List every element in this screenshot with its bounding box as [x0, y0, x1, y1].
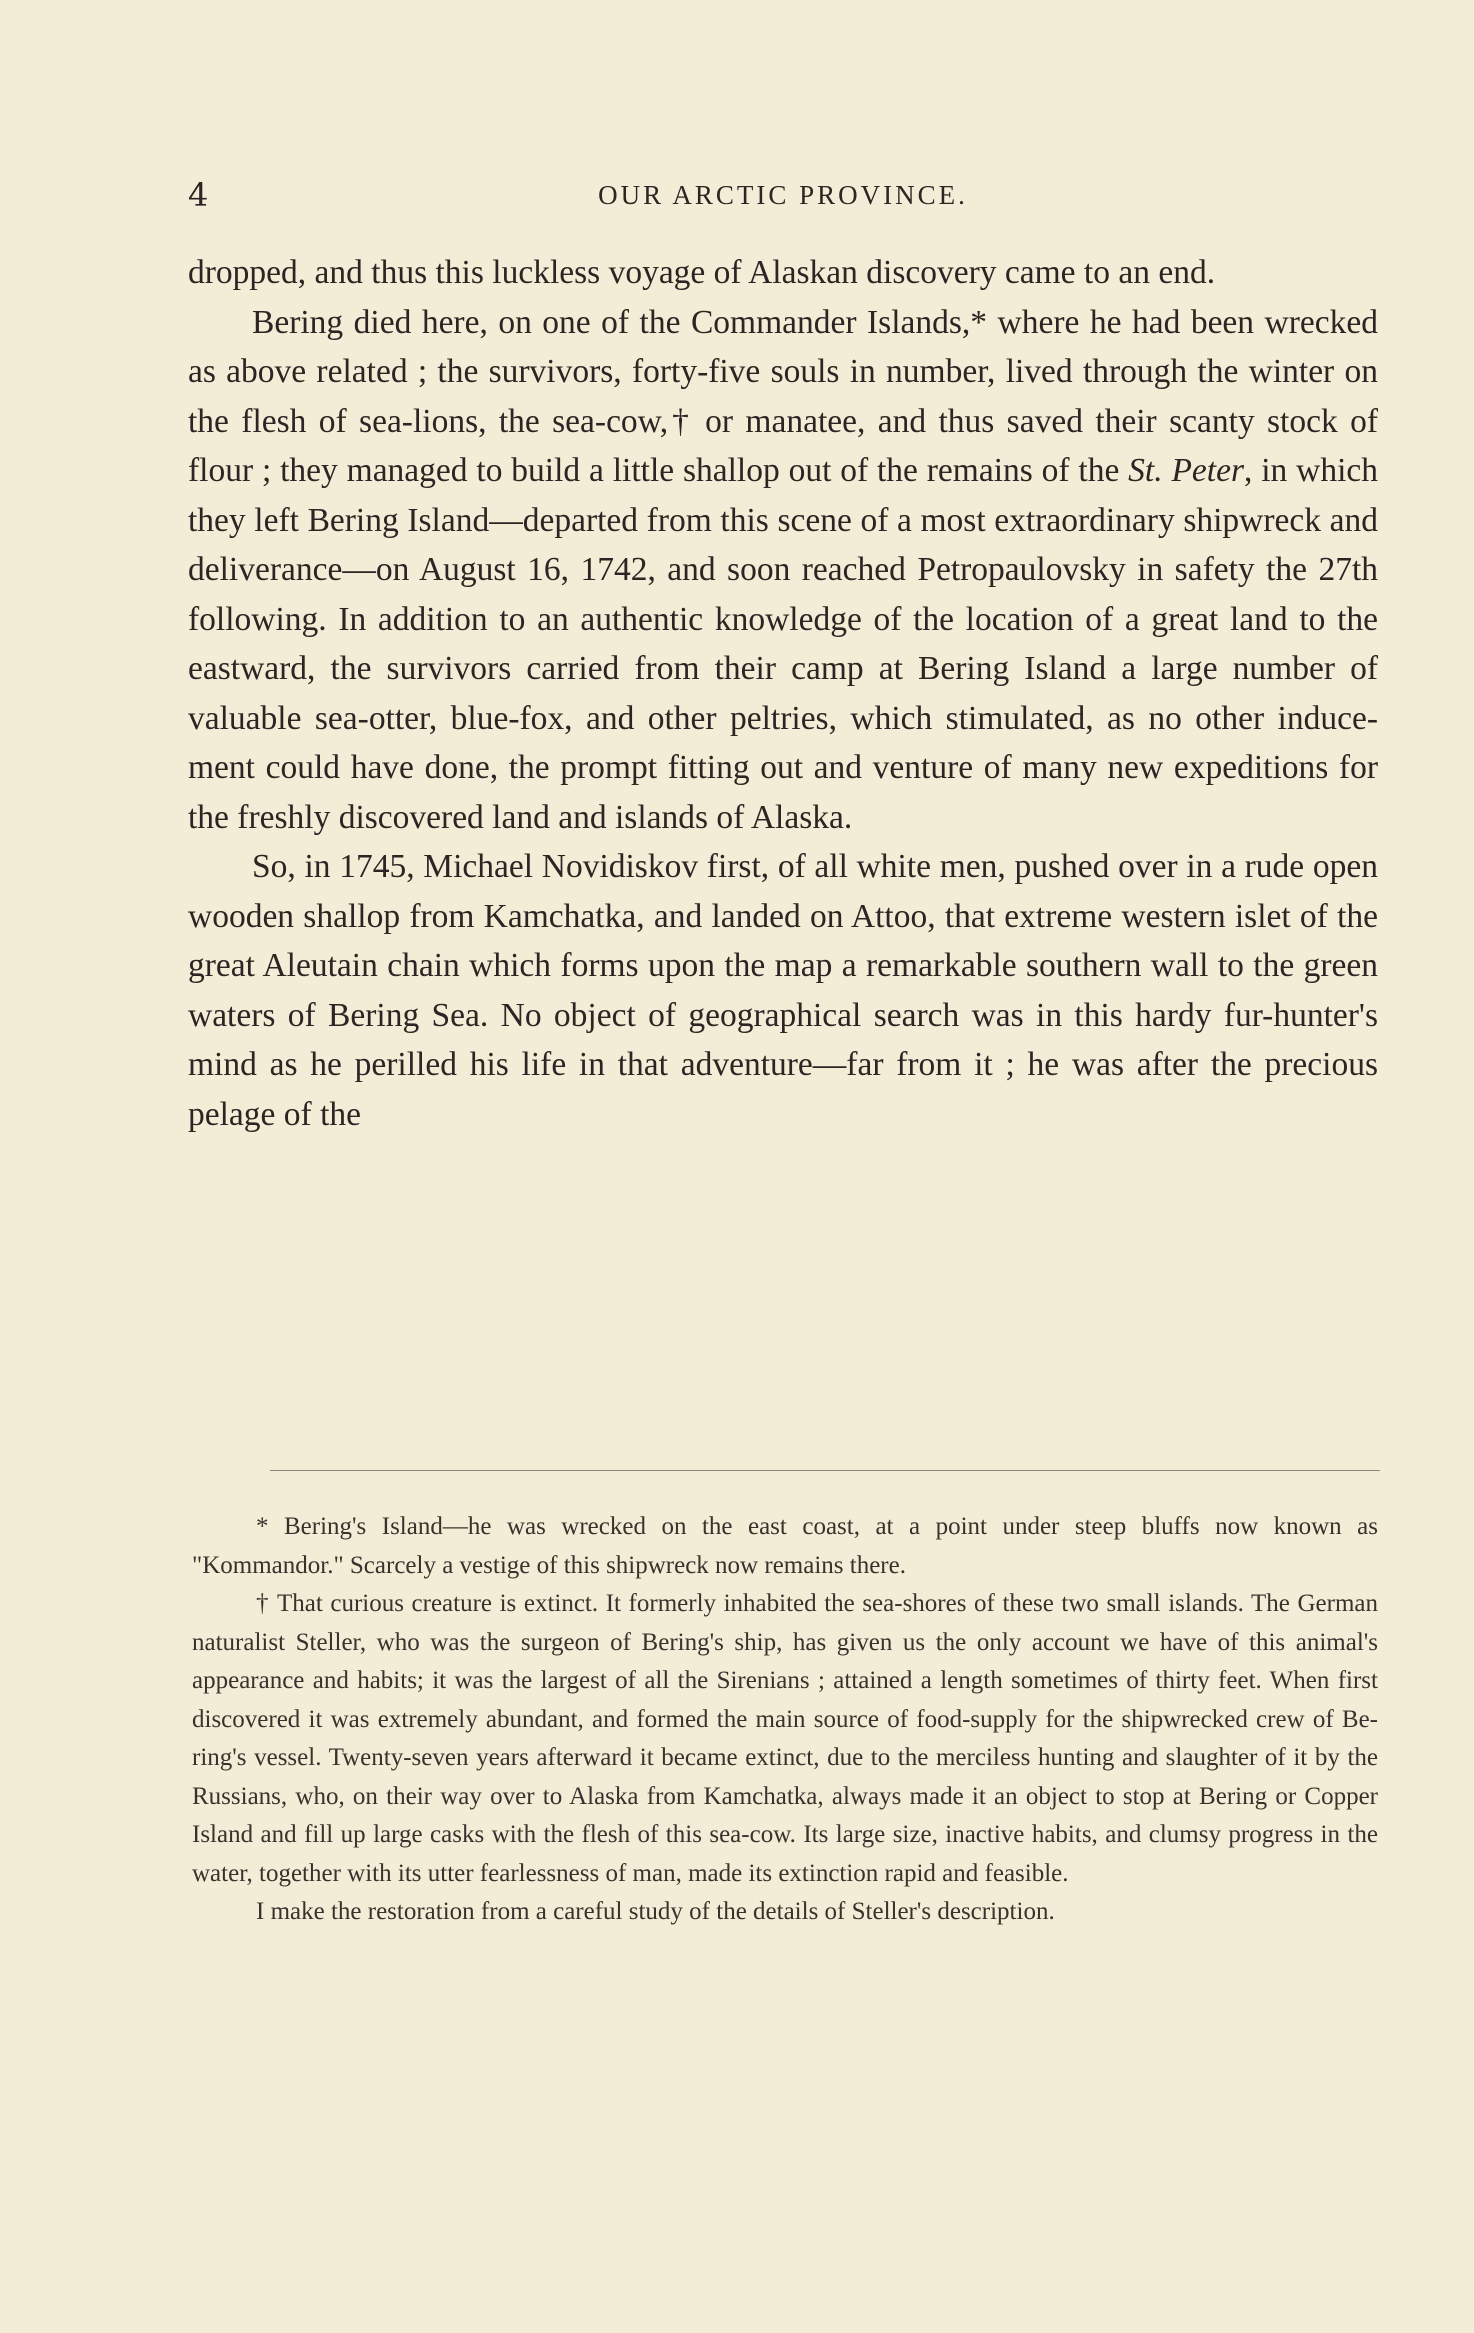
- paragraph-2-part-a: Bering died here, on one of the Commander Islands,* where he had been wrecked as above related ; the survivors, forty-five souls in number, lived through the winter on the flesh of sea-lions, the sea-cow,† or manatee, and thus saved their scanty stock of flour ; they managed to build a little shallop out of the remains of the: [188, 303, 1378, 489]
- paragraph-1: dropped, and thus this luckless voyage of Alaskan discovery came to an end.: [188, 254, 1216, 291]
- paragraph-2-part-b: , in which they left Bering Island—departed from this scene of a most extraordinary shipwreck and deliverance—on August 16, 1742, and soon reached Petropaulovsky in safety the 27th following. In addition to an authentic knowledge of the location of a great land to the eastward, the survivors carried from their camp at Bering Island a large number of valuable sea-otter, blue-fox, and other peltries, which stimulated, as no other inducement could have done, the prompt fitting out and venture of many new expeditions for the freshly discovered land and islands of Alaska.: [188, 452, 1378, 836]
- page-number: 4: [188, 176, 210, 214]
- paragraph-3: So, in 1745, Michael Novidiskov first, of all white men, pushed over in a rude open wooden shallop from Kamchatka, and landed on Attoo, that extreme western islet of the great Aleutain chain which forms upon the map a remarkable southern wall to the green waters of Bering Sea. No object of geographical search was in this hardy fur-hunter's mind as he perilled his life in that adventure—far from it ; he was after the precious pelage of the: [188, 848, 1378, 1133]
- page-header: [188, 176, 1378, 216]
- footnote-divider: [270, 1470, 1380, 1471]
- main-text: [188, 248, 1378, 1139]
- paragraph-2: [188, 298, 1378, 843]
- footnotes: [192, 1508, 1378, 1932]
- footnote-sea-cow: † That curious creature is extinct. It formerly inhabited the sea-shores of these two small islands. The German naturalist Steller, who was the surgeon of Bering's ship, has given us the only account we have of this animal's appearance and habits; it was the largest of all the Sirenians ; attained a length sometimes of thirty feet. When first discovered it was extremely abundant, and formed the main source of food-supply for the shipwrecked crew of Bering's vessel. Twenty-seven years afterward it became extinct, due to the merciless hunting and slaughter of it by the Russians, who, on their way over to Alaska from Kamchatka, always made it an object to stop at Bering or Copper Island and fill up large casks with the flesh of this sea-cow. Its large size, inactive habits, and clumsy progress in the water, together with its utter fearlessness of man, made its extinction rapid and feasible.: [192, 1590, 1378, 1887]
- running-head: OUR ARCTIC PROVINCE.: [598, 180, 968, 210]
- footnote-restoration: I make the restoration from a careful study of the details of Steller's description.: [256, 1898, 1055, 1925]
- footnote-bering-island: * Bering's Island—he was wrecked on the east coast, at a point under steep bluffs now known as "Kommandor." Scarcely a vestige of this shipwreck now remains there.: [192, 1513, 1378, 1579]
- ship-name-st-peter: St. Peter: [1128, 452, 1244, 489]
